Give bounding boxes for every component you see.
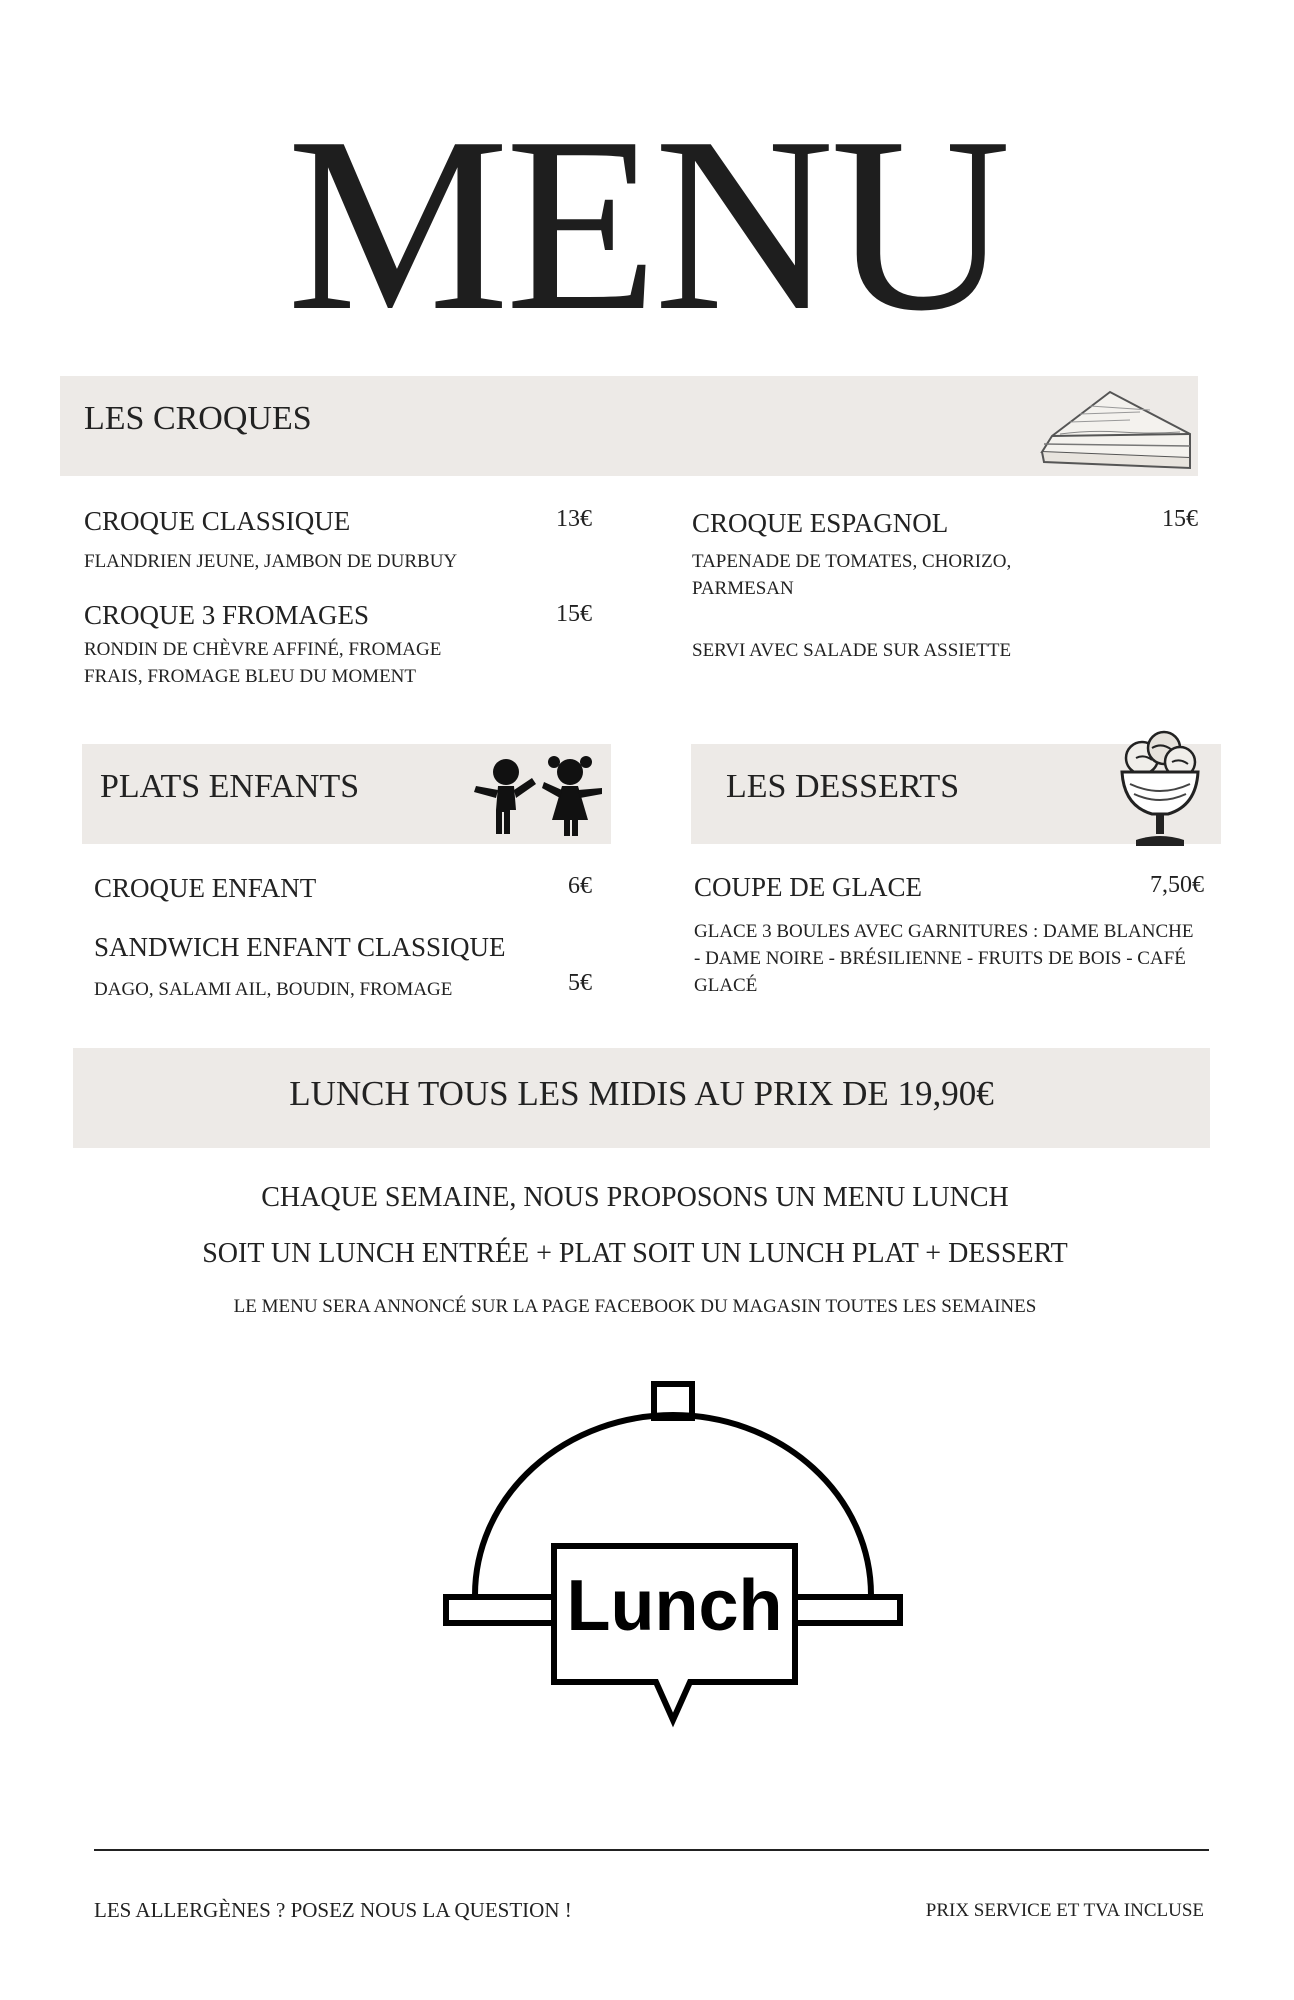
desserts-heading: LES DESSERTS (726, 768, 960, 805)
croque-3-fromages-desc: RONDIN DE CHÈVRE AFFINÉ, FROMAGE FRAIS, FROMAGE BLEU DU MOMENT (84, 639, 442, 687)
croque-enfant-name: CROQUE ENFANT (94, 873, 317, 903)
coupe-de-glace-name: COUPE DE GLACE (694, 872, 922, 902)
lunch-line-1: CHAQUE SEMAINE, NOUS PROPOSONS UN MENU LUNCH (261, 1182, 1009, 1213)
sandwich-enfant-name: SANDWICH ENFANT CLASSIQUE (94, 932, 506, 962)
children-icon (470, 748, 610, 840)
cloche-icon (440, 1380, 910, 1740)
croque-enfant-price: 6€ (568, 873, 592, 899)
croques-note: SERVI AVEC SALADE SUR ASSIETTE (692, 640, 1012, 661)
ice-cream-cup-icon (1112, 728, 1208, 854)
croque-espagnol-name: CROQUE ESPAGNOL (692, 508, 949, 538)
lunch-line-3: LE MENU SERA ANNONCÉ SUR LA PAGE FACEBOOK DU MAGASIN TOUTES LES SEMAINES (233, 1296, 1037, 1317)
coupe-de-glace-desc: GLACE 3 BOULES AVEC GARNITURES : DAME BLANCHE - DAME NOIRE - BRÉSILIENNE - FRUITS DE BOIS - CAFÉ GLACÉ (694, 921, 1194, 996)
footer-divider (94, 1849, 1209, 1851)
sandwich-enfant-price: 5€ (568, 970, 592, 996)
footer-allergens: LES ALLERGÈNES ? POSEZ NOUS LA QUESTION ! (94, 1898, 572, 1922)
sandwich-enfant-desc: DAGO, SALAMI AIL, BOUDIN, FROMAGE (94, 979, 453, 1000)
croque-espagnol-price: 15€ (1162, 506, 1198, 532)
croque-3-fromages-name: CROQUE 3 FROMAGES (84, 600, 370, 630)
croque-espagnol-desc: TAPENADE DE TOMATES, CHORIZO, PARMESAN (692, 551, 1012, 599)
lunch-line-2: SOIT UN LUNCH ENTRÉE + PLAT SOIT UN LUNCH PLAT + DESSERT (202, 1238, 1068, 1269)
croque-classique-name: CROQUE CLASSIQUE (84, 506, 351, 536)
footer-prices-note: PRIX SERVICE ET TVA INCLUSE (925, 1900, 1204, 1921)
coupe-de-glace-price: 7,50€ (1150, 872, 1204, 898)
croques-heading: LES CROQUES (84, 400, 312, 437)
croque-classique-desc: FLANDRIEN JEUNE, JAMBON DE DURBUY (84, 551, 458, 572)
enfants-heading: PLATS ENFANTS (100, 768, 360, 805)
sandwich-icon (1030, 376, 1200, 476)
croque-classique-price: 13€ (556, 506, 592, 532)
page-title: MENU (286, 86, 1008, 363)
croque-3-fromages-price: 15€ (556, 601, 592, 627)
lunch-banner: LUNCH TOUS LES MIDIS AU PRIX DE 19,90€ (289, 1074, 994, 1113)
lunch-badge-text: Lunch (566, 1566, 783, 1646)
